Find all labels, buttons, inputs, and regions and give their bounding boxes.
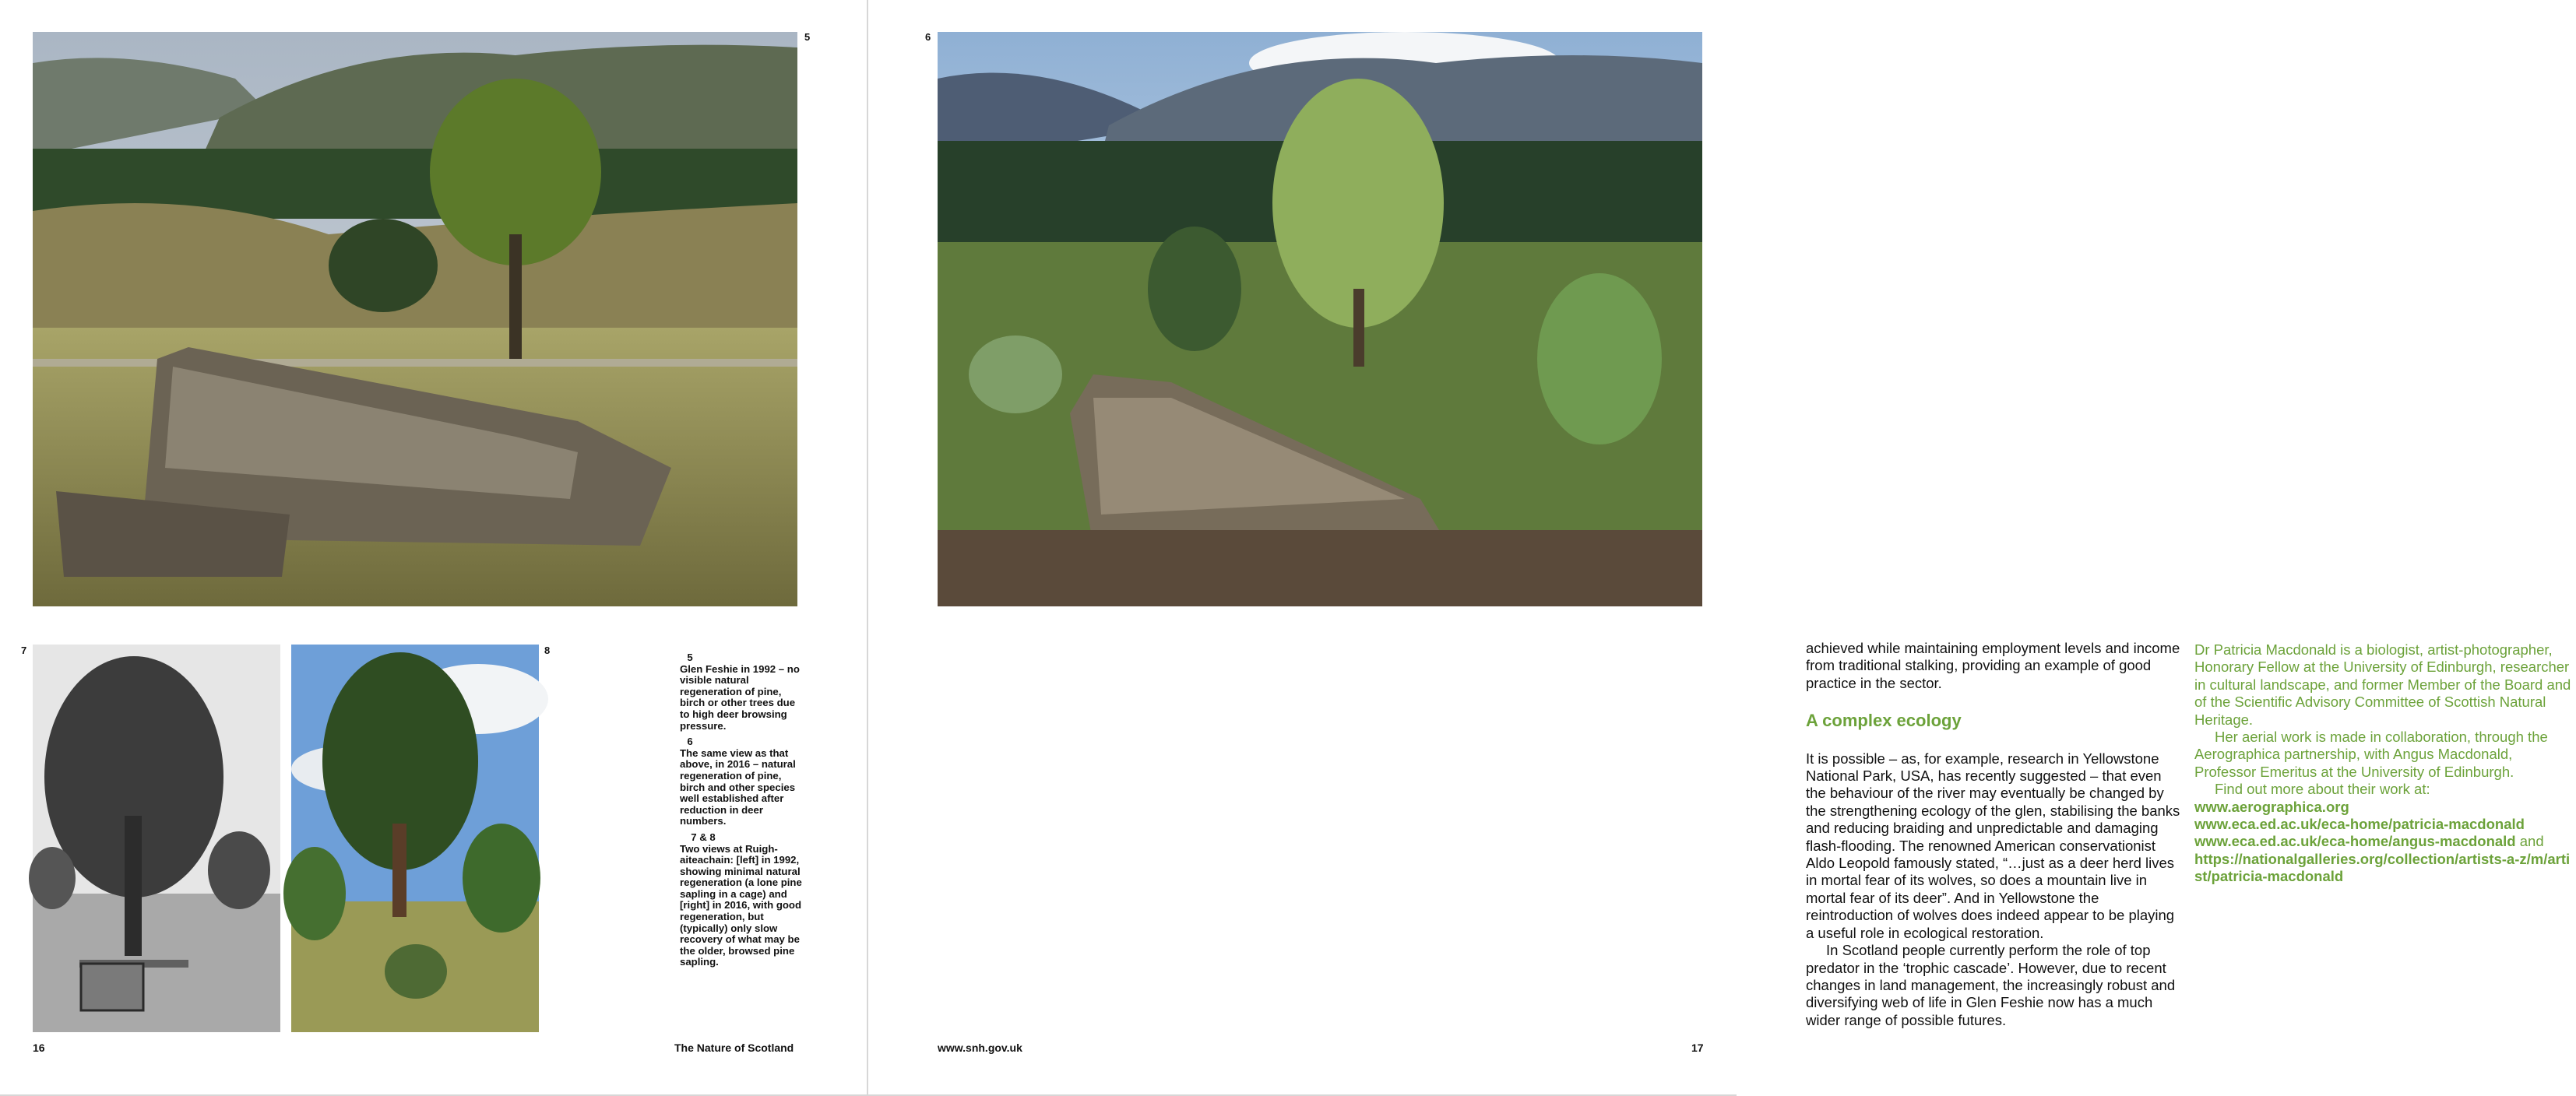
page-number-right: 17 [1691, 1042, 1704, 1054]
figure-number-5: 5 [804, 31, 811, 43]
caption-number: 7 & 8 [691, 831, 716, 843]
page-number-left: 16 [33, 1042, 45, 1054]
publication-title: The Nature of Scotland [674, 1042, 794, 1054]
photo-glen-feshie-1992 [33, 32, 797, 606]
caption-text: The same view as that above, in 2016 – natural regeneration of pine, birch and other species well established after reduction in deer numbers. [680, 746, 796, 827]
photo-ruigh-aiteachain-2016 [291, 645, 539, 1032]
link-aerographica[interactable]: www.aerographica.org [2194, 798, 2349, 815]
link-patricia-macdonald[interactable]: www.eca.ed.ac.uk/eca-home/patricia-macdonald [2194, 816, 2525, 833]
photo-ruigh-aiteachain-1992 [33, 645, 280, 1032]
link-angus-macdonald[interactable]: www.eca.ed.ac.uk/eca-home/angus-macdonald [2194, 833, 2516, 850]
bio-paragraph: Her aerial work is made in collaboration, through the Aerographica partnership, with Angus Macdonald, Professor Emeritus at the University of Edinburgh. [2194, 729, 2548, 780]
figure-number-6: 6 [925, 31, 931, 43]
caption-text: Two views at Ruigh-aiteachain: [left] in 1992, showing minimal natural regeneration (a lone pine sapling in a cage) and [right] in 2016, with good regeneration, but (typically) only slow recovery of what may be the older, browsed pine sapling. [680, 842, 802, 968]
caption-number: 5 [687, 652, 693, 663]
left-page [0, 0, 868, 1096]
article-paragraph: In Scotland people currently perform the role of top predator in the ‘trophic cascade’. However, due to recent changes in land management, the increasingly robust and diversifying web of life in Glen Feshie now has a much wider range of possible futures. [1806, 942, 2176, 1028]
figure-number-8: 8 [544, 645, 551, 656]
link-national-galleries[interactable]: https://nationalgalleries.org/collection/artists-a-z/m/artist/patricia-macdonald [2194, 850, 2571, 885]
right-page [868, 0, 2571, 1096]
photo-glen-feshie-2016 [938, 32, 1702, 606]
author-bio [2194, 641, 2576, 886]
link-connector: and [2515, 833, 2544, 850]
article-body [1806, 640, 2183, 1029]
section-heading: A complex ecology [1806, 711, 1962, 731]
bio-paragraph: Find out more about their work at: [2215, 781, 2430, 798]
bio-paragraph: Dr Patricia Macdonald is a biologist, artist-photographer, Honorary Fellow at the University of Edinburgh, researcher in cultural landscape, and former Member of the Board and of the Scientific Advisory Committee of Scottish Natural Heritage. [2194, 641, 2571, 728]
figure-captions [680, 648, 804, 971]
website[interactable]: www.snh.gov.uk [938, 1042, 1022, 1054]
figure-number-7: 7 [21, 645, 27, 656]
caption-number: 6 [687, 736, 693, 748]
article-intro: achieved while maintaining employment levels and income from traditional stalking, providing an example of good practice in the sector. [1806, 640, 2180, 691]
article-paragraph: It is possible – as, for example, research in Yellowstone National Park, USA, has recently suggested – that even the behaviour of the river may eventually be changed by the strengthening ecology of the glen, stabilising the banks and reducing braiding and unpredictable and damaging flash-flooding. The renowned American conservationist Aldo Leopold famously stated, “…just as a deer herd lives in mortal fear of its wolves, so does a mountain live in mortal fear of its deer”. And in Yellowstone the reintroduction of wolves does indeed appear to be playing a useful role in ecological restoration. [1806, 750, 2180, 941]
caption-text: Glen Feshie in 1992 – no visible natural regeneration of pine, birch or other trees due to high deer browsing pressure. [680, 662, 800, 732]
